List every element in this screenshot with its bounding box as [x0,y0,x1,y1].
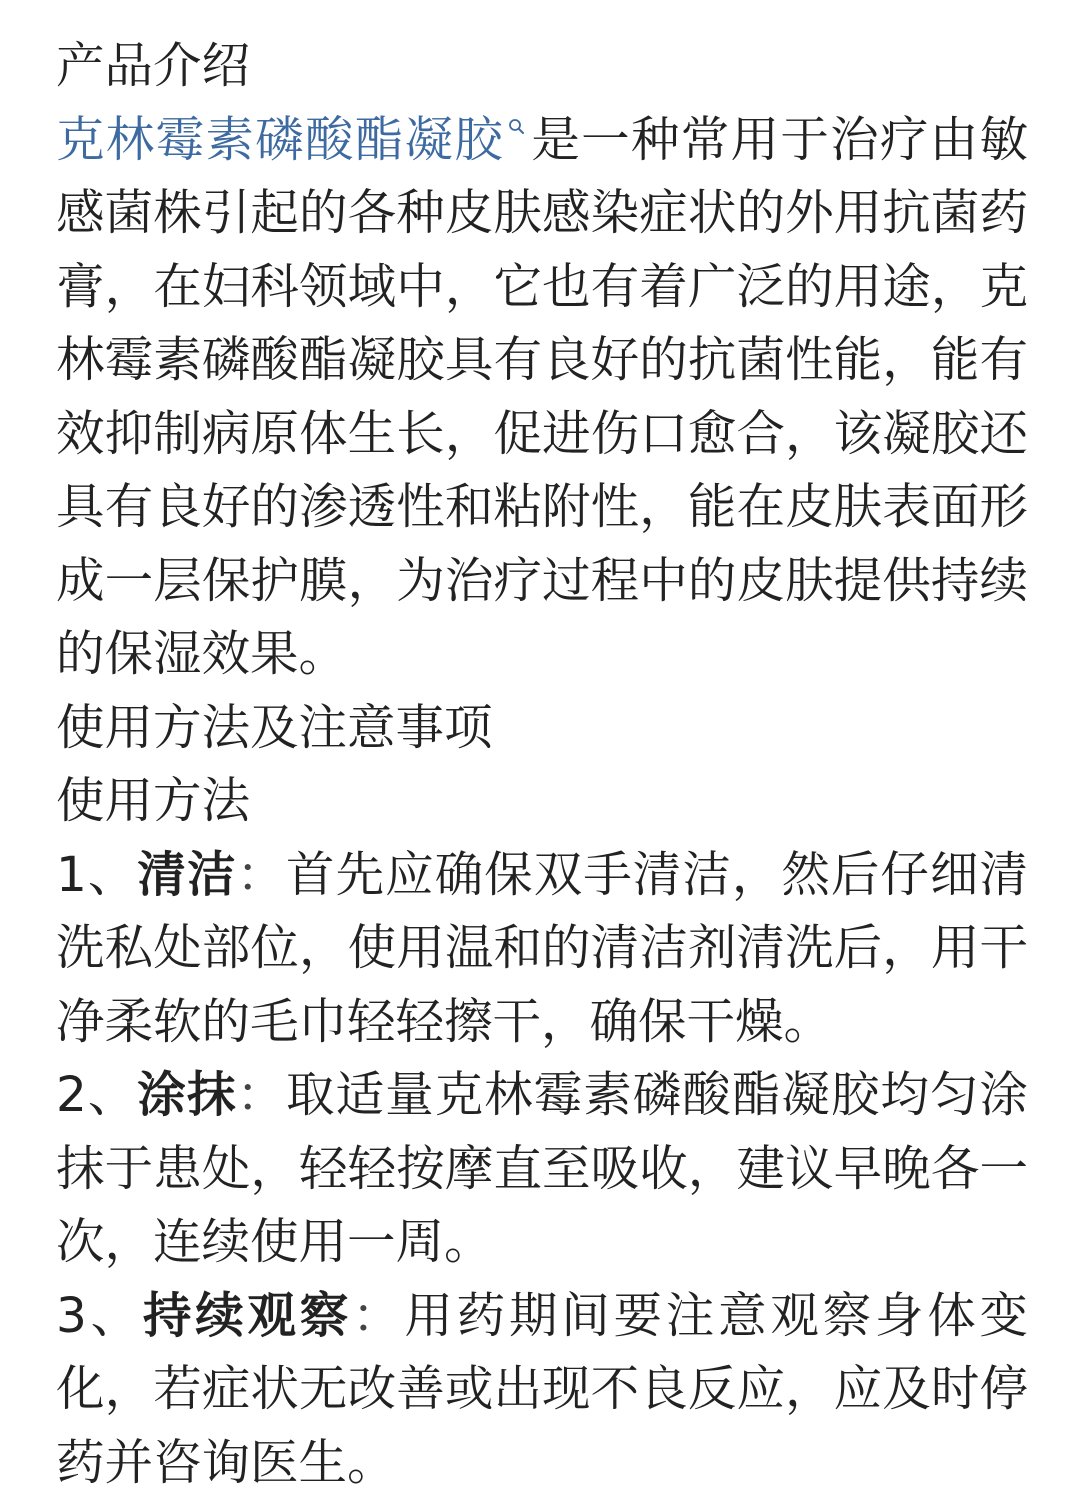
step-number: 2、 [56,1067,137,1123]
step-colon: ： [237,847,287,903]
step-text: 首先应确保双手清洁，然后仔细清洗私处部位，使用温和的清洁剂清洗后，用干净柔软的毛巾轻轻擦干，确保干燥。 [56,847,1028,1050]
step-item [56,839,1028,1060]
search-icon[interactable] [504,104,530,144]
step-number: 3、 [56,1288,143,1344]
step-colon: ： [237,1067,287,1123]
step-label: 清洁 [137,847,236,903]
step-number: 1、 [56,847,137,903]
heading-usage-notes: 使用方法及注意事项 [56,692,1028,766]
heading-usage: 使用方法 [56,765,1028,839]
step-label: 涂抹 [137,1067,236,1123]
intro-paragraph [56,104,1028,692]
step-item [56,1280,1028,1500]
drug-name-link[interactable]: 克林霉素磷酸酯凝胶 [56,112,504,168]
step-text: 用药期间要注意观察身体变化，若症状无改善或出现不良反应，应及时停药并咨询医生。 [56,1288,1028,1491]
intro-text: 是一种常用于治疗由敏感菌株引起的各种皮肤感染症状的外用抗菌药膏，在妇科领域中，它也有着广泛的用途，克林霉素磷酸酯凝胶具有良好的抗菌性能，能有效抑制病原体生长，促进伤口愈合，该凝胶还具有良好的渗透性和粘附性，能在皮肤表面形成一层保护膜，为治疗过程中的皮肤提供持续的保湿效果。 [56,112,1028,683]
step-label: 持续观察 [143,1288,352,1344]
article-body [56,30,1028,1500]
step-item [56,1059,1028,1280]
step-colon: ： [352,1288,404,1344]
step-text: 取适量克林霉素磷酸酯凝胶均匀涂抹于患处，轻轻按摩直至吸收，建议早晚各一次，连续使用一周。 [56,1067,1028,1270]
heading-product-intro: 产品介绍 [56,30,1028,104]
